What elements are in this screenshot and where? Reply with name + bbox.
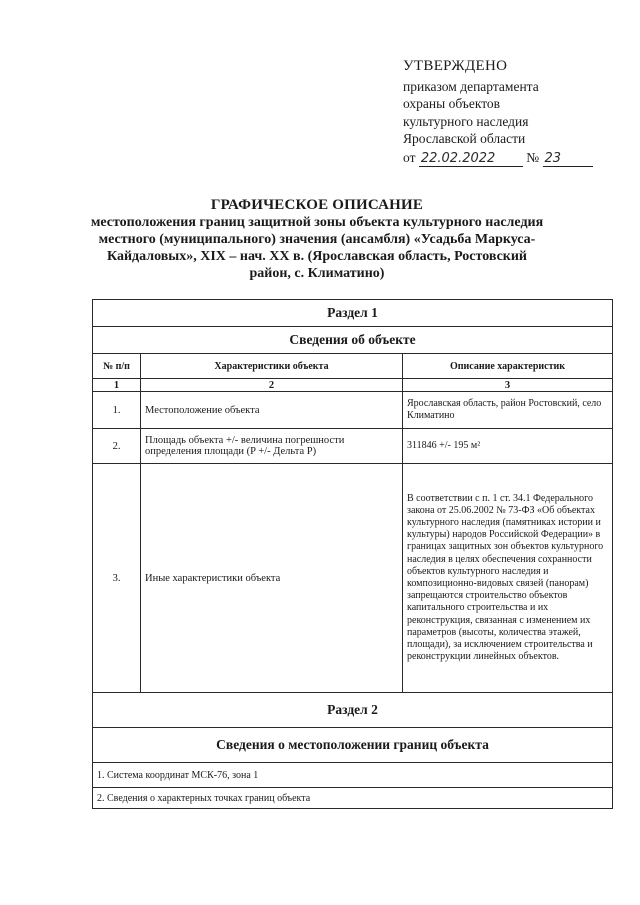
- approval-line-3: культурного наследия: [403, 113, 529, 129]
- date-prefix: от: [403, 149, 416, 165]
- section1-title: Сведения об объекте: [93, 327, 613, 354]
- document-title: [90, 196, 544, 282]
- header-characteristic: Характеристики объекта: [141, 354, 403, 379]
- header-number: № п/п: [93, 354, 141, 379]
- row-description: Ярославская область, район Ростовский, село Климатино: [403, 392, 613, 429]
- description-table: [92, 299, 613, 809]
- row-characteristic: Местоположение объекта: [141, 392, 403, 429]
- section1-label-row: [93, 300, 613, 327]
- approval-line-2: охраны объектов: [403, 96, 501, 111]
- title-sub-line-4: район, с. Климатино): [249, 266, 385, 281]
- row-description: В соответствии с п. 1 ст. 34.1 Федерального закона от 25.06.2002 № 73-ФЗ «Об объектах культурного наследия (памятниках истории и культуры) народов Российской Федерации» в границах защитных зон объектов культурного наследия в целях обеспечения сохранности объектов культурного наследия и композиционно-видовых связей (панорам) запрещаются строительство объектов капитального строительства и их реконструкция, связанная с изменением их параметров (высоты, количества этажей, площади), за исключением строительства и реконструкции линейных объектов.: [403, 464, 613, 693]
- column-header-row: [93, 354, 613, 379]
- approval-line-1: приказом департамента: [403, 78, 539, 94]
- title-main: ГРАФИЧЕСКОЕ ОПИСАНИЕ: [210, 197, 424, 213]
- number-prefix: №: [526, 149, 540, 165]
- approval-date-number: [403, 149, 613, 167]
- title-sub-line-1: местоположения границ защитной зоны объекта культурного наследия: [90, 215, 544, 230]
- row-characteristic: Иные характеристики объекта: [141, 464, 403, 693]
- title-sub-line-3: Кайдаловых», XIX – нач. XX в. (Ярославская область, Ростовский: [107, 249, 527, 264]
- coord-system: 1. Система координат МСК-76, зона 1: [93, 763, 613, 788]
- title-sub-line-2: местного (муниципального) значения (ансамбля) «Усадьба Маркуса-: [98, 232, 536, 247]
- column-number-row: [93, 379, 613, 392]
- approval-block: [403, 58, 613, 167]
- row-characteristic: Площадь объекта +/- величина погрешности определения площади (P +/- Дельта P): [141, 429, 403, 464]
- section2-label: Раздел 2: [93, 693, 613, 728]
- row-number: 3.: [93, 464, 141, 693]
- column-number-2: 2: [141, 379, 403, 392]
- header-description: Описание характеристик: [403, 354, 613, 379]
- section1-title-row: [93, 327, 613, 354]
- section2-label-row: [93, 693, 613, 728]
- column-number-3: 3: [403, 379, 613, 392]
- table-row: [93, 429, 613, 464]
- coord-system-row: [93, 763, 613, 788]
- table-row: [93, 392, 613, 429]
- approval-line-4: Ярославской области: [403, 131, 526, 146]
- section2-title-row: [93, 728, 613, 763]
- table-row: [93, 464, 613, 693]
- column-number-1: 1: [93, 379, 141, 392]
- section2-title: Сведения о местоположении границ объекта: [93, 728, 613, 763]
- row-number: 1.: [93, 392, 141, 429]
- handwritten-number: 23: [543, 151, 593, 167]
- points-heading: 2. Сведения о характерных точках границ объекта: [93, 788, 613, 809]
- handwritten-date: 22.02.2022: [419, 151, 523, 167]
- row-description: 311846 +/- 195 м²: [403, 429, 613, 464]
- section1-label: Раздел 1: [93, 300, 613, 327]
- row-number: 2.: [93, 429, 141, 464]
- approval-heading: УТВЕРЖДЕНО: [403, 58, 508, 74]
- points-heading-row: [93, 788, 613, 809]
